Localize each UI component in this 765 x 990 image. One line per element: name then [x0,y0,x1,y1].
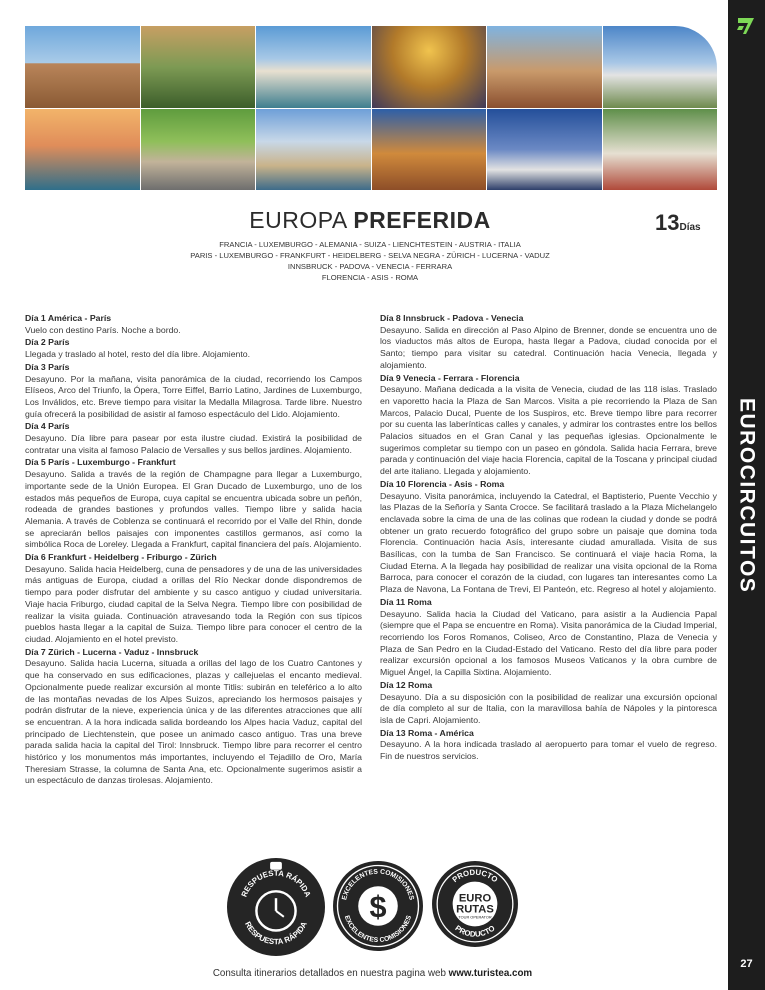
photo-cathedral [603,26,718,108]
title-light: EUROPA [249,207,347,233]
route-cities-3: FLORENCIA - ASIS - ROMA [321,273,419,282]
photo-gallery [25,26,717,190]
photo-mosaic-dome [372,26,487,108]
duration-badge [655,210,701,236]
photo-florence-bridge [256,109,371,191]
quick-response-badge [227,858,325,956]
route-countries: FRANCIA - LUXEMBURGO - ALEMANIA - SUIZA - LIENCHTESTEIN - AUSTRIA - ITALIA [219,240,521,249]
svg-text:TOUR OPERATOR: TOUR OPERATOR [458,914,492,920]
day-text: Desayuno. Por la mañana, visita panorámica de la ciudad, recorriendo los Campos Elíseos, Arco del Triunfo, la Ópera, Torre Eiffel, Barrio Latino, Jardines de Luxemburgo, Los Inválidos, etc. Breve tiempo para visitar la Medalla Milagrosa. Tarde libre. Nuestro guía ofrecerá la posibilidad de asistir al famoso espectáculo del Lido. Alojamiento. [25,373,362,419]
product-badge [432,861,518,947]
photo-castle-lake [141,26,256,108]
day-text: Desayuno. Salida a través de la región de Champagne para llegar a Luxemburgo, importante sede de la Unión Europea. El Gran Ducado de Luxemburgo, uno de los estados más pequeños de Europa, cuya capital se encuentra ubicada sobre un peñón, rodeada de grandes bastiones y profundos valles. Tiempo libre y salida hacia Alemania. A través de Coblenza se continuará el recorrido por el Valle del Rhin, donde se apreciarán bellos paisajes con imponentes castillos germanos, así como la simbólica Roca de Loreley. Llegada a Frankfurt, capital financiera del país. Alojamiento. [25,469,362,550]
day-title: Día 7 Zürich - Lucerna - Vaduz - Innsbruck [25,646,199,657]
photo-city-street [141,109,256,191]
right-sidebar [728,0,765,990]
day-title: Día 3 París [25,361,70,372]
page-title [0,207,740,234]
stopwatch-button-icon [270,862,282,870]
day-title: Día 8 Innsbruck - Padova - Venecia [380,313,524,323]
day-text: Desayuno. Salida hacia Lucerna, situada a orillas del lago de los Cuatro Cantones y que ha conservado en sus edificaciones, plazas y callejuelas el encanto medieval. Opcionalmente puede realizar excursión al monte Titlis: subirán en teleférico a lo alto de las montañas nevadas de los Alpes Suizos, apreciando los hermosos paisajes y podrán disfrutar de la nieve, experiencia única y de las diferentes atracciones que allí se encuentran. A la hora indicada salida bordeando los Alpes hacia Vaduz, capital del principado de Liechtenstein, que posee un animado casco antiguo. Tras una breve parada salida hacia la capital del Tirol: Innsbruck. Tiempo libre para recorrer el centro histórico y los monumentos más importantes, incluyendo el Tejadillo de Oro, María Theresiam Strasse, la columna de Santa Ana, etc. Opcionalmente sugerimos asistir a un espectáculo de danzas tirolesas. Alojamiento. [25,658,362,786]
svg-text:EXCELENTES COMISIONES: EXCELENTES COMISIONES [341,868,415,901]
svg-text:RUTAS: RUTAS [456,903,494,916]
day-title: Día 4 París [25,421,70,432]
day-text: Desayuno. Salida hacia Heidelberg, cuna de pensadores y de una de las universidades más antiguas de Europa, ciudad a orillas del Río Neckar donde dispondremos de tiempo para poder disfrutar del ambiente y su casco antiguo y ciudad universitaria. Viaje hacia Friburgo, ciudad capital de la Selva Negra. Tiempo libre con posibilidad de realizar la visita guiada. Continuación atravesando toda la Región con sus típicos pueblos hasta llegar a la capital de Suiza. Tiempo libre para conocer el centro de la ciudad. Alojamiento en el hotel previsto. [25,563,362,644]
photo-alpine-houses [603,109,718,191]
photo-rooftops [487,26,602,108]
svg-text:RESPUESTA RÁPIDA: RESPUESTA RÁPIDA [239,868,313,899]
photo-lakeside-town [256,26,371,108]
day-text: Desayuno. Visita panorámica, incluyendo la Catedral, el Baptisterio, Puente Vecchio y las Plazas de la Señoría y Santa Crocce. Se facilitará traslado a la Plaza Michelangelo enclavada sobre la cima de una de las colinas que rodean la ciudad y donde se podrá obtener un grato recuerdo fotográfico del grupo sobre un paisaje que domina toda Florencia. Continuación hacia Asís, interesante ciudad amurallada. Visita de sus Basílicas, con la tumba de San Francisco. Se continuará el viaje hacia Roma, la Ciudad Eterna. A la llegada hay posibilidad de realizar una visita opcional de la Roma Barroca, para conocer el corazón de la ciudad, con lugares tan interesantes como La Plaza de Navona, La Fontana de Trevi, El Panteón, etc. Regreso al hotel y alojamiento. [380,490,717,595]
days-number: 13 [655,210,680,235]
brand-logo-icon [735,14,757,36]
day-title: Día 6 Frankfurt - Heidelberg - Friburgo - Zürich [25,552,217,563]
photo-colosseum [25,26,140,108]
day-title: Día 1 América - París [25,313,112,323]
day-title: Día 9 Venecia - Ferrara - Florencia [380,372,520,383]
day-text: Desayuno. Salida en dirección al Paso Alpino de Brenner, donde se encuentra uno de los viaductos más altos de Europa, hasta llegar a Padova, ciudad conocida por el Santo; tiempo para visitar su catedral. Continuación hacia Venecia, llegada y alojamiento. [380,324,717,370]
svg-text:PRODUCTO: PRODUCTO [453,923,497,939]
day-title: Día 10 Florencia - Asis - Roma [380,478,505,489]
title-bold: PREFERIDA [353,207,491,233]
svg-text:EXCELENTES COMISIONES: EXCELENTES COMISIONES [342,914,414,945]
svg-text:RESPUESTA RÁPIDA: RESPUESTA RÁPIDA [243,920,309,947]
svg-text:$: $ [369,889,387,924]
day-text: Desayuno. Día a su disposición con la posibilidad de realizar una excursión opcional de día completo al sur de Italia, con la maravillosa bahía de Nápoles y la pintoresca isla de Capri. Alojamiento. [380,691,717,725]
photo-sacre-coeur [487,109,602,191]
section-label: EUROCIRCUITOS [735,397,759,594]
day-title: Día 13 Roma - América [380,727,474,738]
footer-website-link[interactable]: www.turistea.com [448,968,533,979]
page-number: 27 [740,958,753,970]
photo-bell-tower [372,109,487,191]
footer-note [0,968,745,979]
day-title: Día 5 París - Luxemburgo - Frankfurt [25,457,176,468]
day-text: Llegada y traslado al hotel, resto del día libre. Alojamiento. [25,349,251,360]
photo-venice-canal [25,109,140,191]
svg-text:EURO: EURO [458,892,492,905]
footer-text: Consulta itinerarios detallados en nuestra pagina web [212,968,446,979]
day-title: Día 11 Roma [380,596,432,607]
itinerary-right-column [380,313,717,764]
svg-text:PRODUCTO: PRODUCTO [450,867,500,885]
day-text: Desayuno. A la hora indicada traslado al aeropuerto para tomar el vuelo de regreso. Fin de nuestros servicios. [380,739,717,762]
day-text: Vuelo con destino París. Noche a bordo. [25,324,181,335]
route-cities-2: INNSBRUCK - PADOVA - VENECIA - FERRARA [287,262,453,271]
badges-row [225,853,525,961]
section-tab [728,388,765,603]
day-text: Desayuno. Día libre para pasear por esta ilustre ciudad. Existirá la posibilidad de contratar una visita al famoso Palacio de Versalles y sus bellos jardines. Alojamiento. [25,433,362,455]
days-label: Días [679,222,701,233]
day-text: Desayuno. Salida hacia la Ciudad del Vaticano, para asistir a la Audiencia Papal (siempre que el Papa se encuentre en Roma). Visita panorámica de la Ciudad Imperial, recorriendo los Foros Romanos, Coliseo, Arco de Constantino, Plaza de Venecia y Plaza de San Pedro en la Ciudad-Estado del Vaticano. Resto del día libre para poder realizar excursión opcional a los famosos Museos Vaticanos y la obra cumbre de Miguel Ángel, la Capilla Sixtina. Alojamiento. [380,608,717,678]
route-cities-1: PARIS - LUXEMBURGO - FRANKFURT - HEIDELBERG - SELVA NEGRA - ZÜRICH - LUCERNA - VADUZ [190,251,550,260]
day-text: Desayuno. Mañana dedicada a la visita de Venecia, ciudad de las 118 islas. Traslado en vaporetto hacia la Plaza de San Marcos. Visita a pie recorriendo la Plaza de San Marcos, Palacio Ducal, Puente de los Suspiros, etc. Breve tiempo libre para recorrer por su cuenta las laberínticas calles y canales, y admirar los contrastes entre los bellos Palacios situados en el Gran Canal y las pequeñas iglesias. Opcionalmente le sugerimos completar su tiempo con un paseo en góndola. Salida hacia Ferrara, breve parada y continuación del viaje hacia Florencia, capital de la Toscana y principal ciudad del arte italiano. Llegada y alojamiento. [380,384,717,477]
day-title: Día 12 Roma [380,679,433,690]
commissions-badge [333,861,423,951]
day-title: Día 2 París [25,337,70,348]
itinerary-left-column [25,313,362,788]
